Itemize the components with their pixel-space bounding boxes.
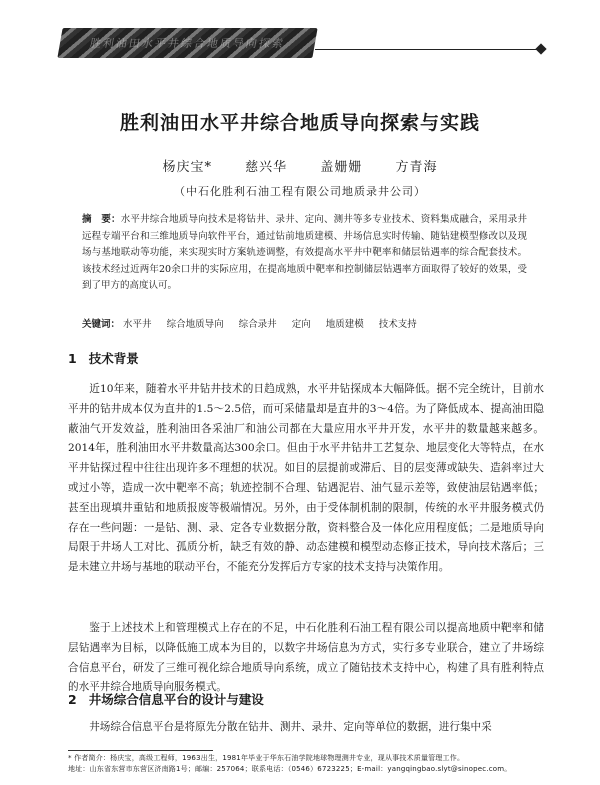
author-2: 慈兴华 bbox=[245, 160, 288, 175]
paper-title: 胜利油田水平井综合地质导向探索与实践 bbox=[119, 112, 480, 134]
keywords-label: 关键词： bbox=[82, 319, 121, 330]
keyword: 技术支持 bbox=[378, 319, 417, 330]
header-rule bbox=[315, 49, 540, 50]
header-band-text: 胜利油田水平井综合地质导向探索 bbox=[88, 37, 287, 50]
section-number: 1 bbox=[68, 351, 77, 366]
footnote-line-1: * 作者简介：杨庆宝，高级工程师，1963出生，1981年毕业于华东石油学院地球物理测井专业，现从事技术质量管理工作。 bbox=[68, 754, 465, 762]
author-4: 方青海 bbox=[395, 160, 438, 175]
footnote-rule bbox=[68, 750, 213, 751]
section1-paragraph-1: 近10年来，随着水平井钻井技术的日趋成熟，水平井钻探成本大幅降低。据不完全统计，目前水平井的钻井成本仅为直井的1.5～2.5倍，而可采储量却是直井的3～4倍。为了降低成本、提高油田隐蔽油气开发效益，胜利油田各采油厂和油公司都在大量应用水平井开发，水平井的数量越来越多。2014年，胜利油田水平井数量高达300余口。但由于水平井钻井工艺复杂、地层变化大等特点，在水平井钻探过程中往往出现许多不理想的状况。如目的层提前或滞后、目的层变薄或缺失、造斜率过大或过小等，造成一次中靶率不高；轨迹控制不合理、钻遇泥岩、油气显示差等，致使油层钻遇率低；甚至出现填井重钻和地质报废等极端情况。另外，由于受体制机制的限制，传统的水平井服务模式仍存在一些问题：一是钻、测、录、定各专业数据分散，资料整合及一体化应用程度低；二是地质导向局限于井场人工对比、孤质分析，缺乏有效的静、动态建模和模型动态修正技术，导向技术落后；三是未建立井场与基地的联动平台，不能充分发挥后方专家的技术支持与决策作用。 bbox=[68, 383, 544, 574]
section2-paragraph-1: 井场综合信息平台是将原先分散在钻井、测井、录井、定向等单位的数据，进行集中采 bbox=[89, 721, 492, 733]
section-title: 技术背景 bbox=[88, 351, 139, 366]
section-heading-2 bbox=[68, 690, 264, 708]
abstract-text: 水平井综合地质导向技术是将钻井、录井、定向、测井等多专业技术、资料集成融合，采用录井远程专端平台和三维地质导向软件平台，通过钻前地质建模、井场信息实时传输、随钻建模型修改以及现场与基地联动等功能，来实现实时方案轨迹调整，有效提高水平井中靶率和储层钻遇率的综合配套技术。该技术经过近两年20余口井的实际应用，在提高地质中靶率和控制储层钻遇率方面取得了较好的效果，受到了甲方的高度认可。 bbox=[82, 214, 527, 291]
author-1: 杨庆宝* bbox=[162, 160, 213, 175]
section-heading-1 bbox=[68, 349, 139, 367]
keyword: 水平井 bbox=[123, 319, 152, 330]
keyword: 定向 bbox=[291, 319, 311, 330]
keyword: 综合录井 bbox=[238, 319, 277, 330]
affiliation: （中石化胜利石油工程有限公司地质录井公司） bbox=[174, 185, 426, 198]
abstract-label: 摘 要： bbox=[82, 214, 121, 225]
header-decoration-band bbox=[57, 28, 317, 58]
keywords bbox=[82, 317, 542, 333]
keyword: 综合地质导向 bbox=[166, 319, 224, 330]
header-diamond-icon bbox=[535, 43, 546, 54]
keyword: 地质建模 bbox=[325, 319, 364, 330]
section-title: 井场综合信息平台的设计与建设 bbox=[88, 692, 264, 707]
footnote-line-2: 地址：山东省东营市东营区济南路1号；邮编：257064；联系电话：（0546）6723225；E-mail：yangqingbao.slyt@sinopec.com。 bbox=[68, 765, 512, 773]
author-3: 盖姗姗 bbox=[320, 160, 363, 175]
author-list bbox=[0, 156, 600, 175]
footnote bbox=[68, 753, 544, 775]
section1-paragraph-2: 鉴于上述技术上和管理模式上存在的不足，中石化胜利石油工程有限公司以提高地质中靶率和储层钻遇率为目标，以降低施工成本为目的，以数字井场信息为方式，实行多专业联合，建立了井场综合信息平台，研发了三维可视化综合地质导向系统，成立了随钻技术支持中心，构建了具有胜利特点的水平井综合地质导向服务模式。 bbox=[68, 622, 544, 694]
section-number: 2 bbox=[68, 692, 77, 707]
abstract bbox=[82, 212, 527, 295]
